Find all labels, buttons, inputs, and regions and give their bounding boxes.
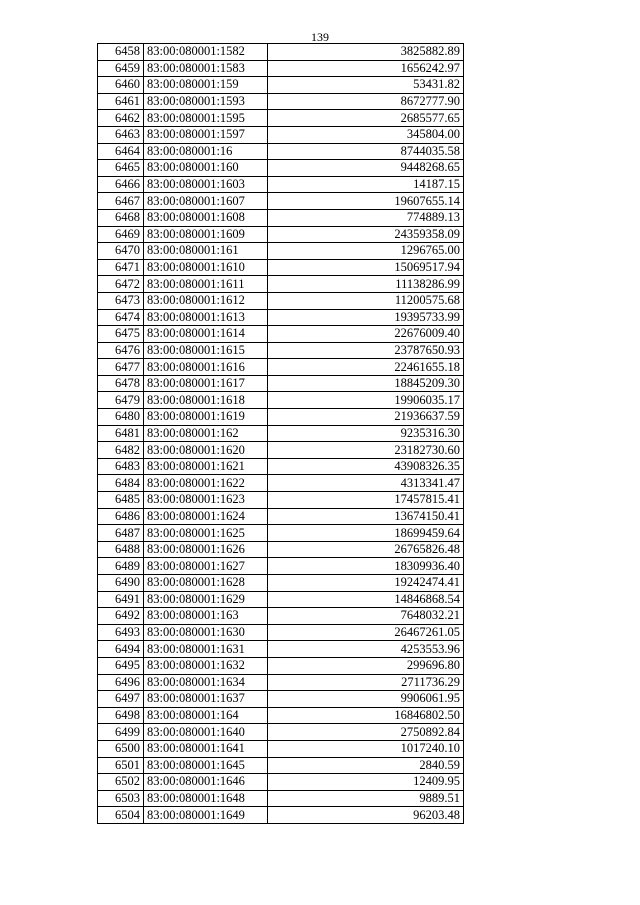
cadastral-number-cell: 83:00:080001:1625 [144, 525, 268, 542]
value-cell: 53431.82 [268, 77, 464, 94]
value-cell: 2711736.29 [268, 674, 464, 691]
value-cell: 24359358.09 [268, 226, 464, 243]
row-number-cell: 6484 [98, 475, 144, 492]
row-number-cell: 6458 [98, 44, 144, 61]
value-cell: 11138286.99 [268, 276, 464, 293]
table-row [98, 807, 464, 824]
table-row [98, 458, 464, 475]
row-number-cell: 6485 [98, 492, 144, 509]
table-row [98, 425, 464, 442]
value-cell: 9906061.95 [268, 691, 464, 708]
value-cell: 19906035.17 [268, 392, 464, 409]
cadastral-number-cell: 83:00:080001:1603 [144, 176, 268, 193]
cadastral-number-cell: 83:00:080001:1646 [144, 774, 268, 791]
row-number-cell: 6491 [98, 591, 144, 608]
cadastral-number-cell: 83:00:080001:1640 [144, 724, 268, 741]
row-number-cell: 6489 [98, 558, 144, 575]
cadastral-number-cell: 83:00:080001:1617 [144, 375, 268, 392]
row-number-cell: 6461 [98, 93, 144, 110]
table-row [98, 392, 464, 409]
row-number-cell: 6475 [98, 326, 144, 343]
value-cell: 3825882.89 [268, 44, 464, 61]
row-number-cell: 6476 [98, 342, 144, 359]
row-number-cell: 6490 [98, 575, 144, 592]
table-row [98, 193, 464, 210]
table-row [98, 77, 464, 94]
cadastral-number-cell: 83:00:080001:1634 [144, 674, 268, 691]
value-cell: 12409.95 [268, 774, 464, 791]
cadastral-number-cell: 83:00:080001:1608 [144, 209, 268, 226]
table-row [98, 276, 464, 293]
table-row [98, 740, 464, 757]
table-row [98, 774, 464, 791]
row-number-cell: 6465 [98, 160, 144, 177]
table-row [98, 326, 464, 343]
row-number-cell: 6474 [98, 309, 144, 326]
cadastral-number-cell: 83:00:080001:163 [144, 608, 268, 625]
cadastral-number-cell: 83:00:080001:1615 [144, 342, 268, 359]
value-cell: 345804.00 [268, 126, 464, 143]
row-number-cell: 6472 [98, 276, 144, 293]
value-cell: 21936637.59 [268, 409, 464, 426]
cadastral-number-cell: 83:00:080001:1632 [144, 657, 268, 674]
value-cell: 774889.13 [268, 209, 464, 226]
value-cell: 299696.80 [268, 657, 464, 674]
row-number-cell: 6470 [98, 243, 144, 260]
value-cell: 13674150.41 [268, 508, 464, 525]
table-row [98, 790, 464, 807]
table-row [98, 292, 464, 309]
row-number-cell: 6459 [98, 60, 144, 77]
value-cell: 11200575.68 [268, 292, 464, 309]
row-number-cell: 6504 [98, 807, 144, 824]
table-row [98, 259, 464, 276]
row-number-cell: 6469 [98, 226, 144, 243]
value-cell: 23182730.60 [268, 442, 464, 459]
row-number-cell: 6473 [98, 292, 144, 309]
cadastral-number-cell: 83:00:080001:161 [144, 243, 268, 260]
cadastral-number-cell: 83:00:080001:1613 [144, 309, 268, 326]
table-row [98, 342, 464, 359]
row-number-cell: 6486 [98, 508, 144, 525]
value-cell: 43908326.35 [268, 458, 464, 475]
cadastral-number-cell: 83:00:080001:1610 [144, 259, 268, 276]
table-row [98, 409, 464, 426]
row-number-cell: 6464 [98, 143, 144, 160]
row-number-cell: 6480 [98, 409, 144, 426]
table-row [98, 757, 464, 774]
value-cell: 14846868.54 [268, 591, 464, 608]
table-row [98, 641, 464, 658]
table-row [98, 558, 464, 575]
cadastral-number-cell: 83:00:080001:1597 [144, 126, 268, 143]
value-cell: 26765826.48 [268, 541, 464, 558]
cadastral-number-cell: 83:00:080001:1645 [144, 757, 268, 774]
cadastral-number-cell: 83:00:080001:1648 [144, 790, 268, 807]
table-row [98, 375, 464, 392]
row-number-cell: 6483 [98, 458, 144, 475]
cadastral-number-cell: 83:00:080001:1649 [144, 807, 268, 824]
cadastral-number-cell: 83:00:080001:1614 [144, 326, 268, 343]
value-cell: 96203.48 [268, 807, 464, 824]
row-number-cell: 6500 [98, 740, 144, 757]
cadastral-number-cell: 83:00:080001:1627 [144, 558, 268, 575]
table-row [98, 243, 464, 260]
cadastral-number-cell: 83:00:080001:160 [144, 160, 268, 177]
table-row [98, 475, 464, 492]
table-row [98, 492, 464, 509]
row-number-cell: 6497 [98, 691, 144, 708]
table-row [98, 674, 464, 691]
table-row [98, 209, 464, 226]
registry-table-body [98, 44, 464, 824]
table-row [98, 226, 464, 243]
cadastral-number-cell: 83:00:080001:159 [144, 77, 268, 94]
table-row [98, 575, 464, 592]
value-cell: 9448268.65 [268, 160, 464, 177]
table-row [98, 525, 464, 542]
table-row [98, 176, 464, 193]
value-cell: 22461655.18 [268, 359, 464, 376]
row-number-cell: 6501 [98, 757, 144, 774]
row-number-cell: 6466 [98, 176, 144, 193]
value-cell: 8744035.58 [268, 143, 464, 160]
row-number-cell: 6494 [98, 641, 144, 658]
page-number: 139 [311, 30, 329, 44]
table-row [98, 359, 464, 376]
row-number-cell: 6479 [98, 392, 144, 409]
cadastral-number-cell: 83:00:080001:16 [144, 143, 268, 160]
row-number-cell: 6478 [98, 375, 144, 392]
table-row [98, 724, 464, 741]
table-row [98, 126, 464, 143]
table-row [98, 657, 464, 674]
cadastral-number-cell: 83:00:080001:1619 [144, 409, 268, 426]
value-cell: 18309936.40 [268, 558, 464, 575]
value-cell: 2750892.84 [268, 724, 464, 741]
value-cell: 18845209.30 [268, 375, 464, 392]
table-row [98, 60, 464, 77]
row-number-cell: 6499 [98, 724, 144, 741]
row-number-cell: 6498 [98, 707, 144, 724]
registry-table [97, 43, 464, 824]
row-number-cell: 6471 [98, 259, 144, 276]
value-cell: 19242474.41 [268, 575, 464, 592]
row-number-cell: 6503 [98, 790, 144, 807]
table-row [98, 143, 464, 160]
cadastral-number-cell: 83:00:080001:1637 [144, 691, 268, 708]
table-row [98, 44, 464, 61]
value-cell: 4313341.47 [268, 475, 464, 492]
cadastral-number-cell: 83:00:080001:1641 [144, 740, 268, 757]
value-cell: 19395733.99 [268, 309, 464, 326]
row-number-cell: 6477 [98, 359, 144, 376]
row-number-cell: 6492 [98, 608, 144, 625]
value-cell: 16846802.50 [268, 707, 464, 724]
value-cell: 9235316.30 [268, 425, 464, 442]
row-number-cell: 6496 [98, 674, 144, 691]
row-number-cell: 6460 [98, 77, 144, 94]
table-row [98, 608, 464, 625]
value-cell: 1296765.00 [268, 243, 464, 260]
table-row [98, 591, 464, 608]
cadastral-number-cell: 83:00:080001:1621 [144, 458, 268, 475]
value-cell: 14187.15 [268, 176, 464, 193]
row-number-cell: 6487 [98, 525, 144, 542]
value-cell: 26467261.05 [268, 624, 464, 641]
value-cell: 2685577.65 [268, 110, 464, 127]
cadastral-number-cell: 83:00:080001:1618 [144, 392, 268, 409]
cadastral-number-cell: 83:00:080001:1626 [144, 541, 268, 558]
row-number-cell: 6488 [98, 541, 144, 558]
row-number-cell: 6495 [98, 657, 144, 674]
value-cell: 8672777.90 [268, 93, 464, 110]
value-cell: 4253553.96 [268, 641, 464, 658]
cadastral-number-cell: 83:00:080001:1582 [144, 44, 268, 61]
value-cell: 17457815.41 [268, 492, 464, 509]
table-row [98, 93, 464, 110]
value-cell: 7648032.21 [268, 608, 464, 625]
cadastral-number-cell: 83:00:080001:1631 [144, 641, 268, 658]
value-cell: 18699459.64 [268, 525, 464, 542]
table-row [98, 309, 464, 326]
cadastral-number-cell: 83:00:080001:1595 [144, 110, 268, 127]
row-number-cell: 6502 [98, 774, 144, 791]
table-row [98, 160, 464, 177]
value-cell: 22676009.40 [268, 326, 464, 343]
value-cell: 1017240.10 [268, 740, 464, 757]
table-row [98, 707, 464, 724]
row-number-cell: 6481 [98, 425, 144, 442]
cadastral-number-cell: 83:00:080001:1583 [144, 60, 268, 77]
table-row [98, 541, 464, 558]
value-cell: 2840.59 [268, 757, 464, 774]
row-number-cell: 6482 [98, 442, 144, 459]
cadastral-number-cell: 83:00:080001:1612 [144, 292, 268, 309]
row-number-cell: 6467 [98, 193, 144, 210]
cadastral-number-cell: 83:00:080001:1622 [144, 475, 268, 492]
cadastral-number-cell: 83:00:080001:1620 [144, 442, 268, 459]
value-cell: 19607655.14 [268, 193, 464, 210]
value-cell: 1656242.97 [268, 60, 464, 77]
value-cell: 23787650.93 [268, 342, 464, 359]
cadastral-number-cell: 83:00:080001:1611 [144, 276, 268, 293]
table-row [98, 442, 464, 459]
cadastral-number-cell: 83:00:080001:1628 [144, 575, 268, 592]
cadastral-number-cell: 83:00:080001:1593 [144, 93, 268, 110]
table-row [98, 110, 464, 127]
cadastral-number-cell: 83:00:080001:1630 [144, 624, 268, 641]
row-number-cell: 6463 [98, 126, 144, 143]
cadastral-number-cell: 83:00:080001:1629 [144, 591, 268, 608]
table-row [98, 691, 464, 708]
value-cell: 9889.51 [268, 790, 464, 807]
cadastral-number-cell: 83:00:080001:164 [144, 707, 268, 724]
cadastral-number-cell: 83:00:080001:1607 [144, 193, 268, 210]
cadastral-number-cell: 83:00:080001:1609 [144, 226, 268, 243]
value-cell: 15069517.94 [268, 259, 464, 276]
row-number-cell: 6468 [98, 209, 144, 226]
cadastral-number-cell: 83:00:080001:1623 [144, 492, 268, 509]
table-row [98, 624, 464, 641]
row-number-cell: 6493 [98, 624, 144, 641]
cadastral-number-cell: 83:00:080001:1624 [144, 508, 268, 525]
table-row [98, 508, 464, 525]
row-number-cell: 6462 [98, 110, 144, 127]
cadastral-number-cell: 83:00:080001:1616 [144, 359, 268, 376]
cadastral-number-cell: 83:00:080001:162 [144, 425, 268, 442]
